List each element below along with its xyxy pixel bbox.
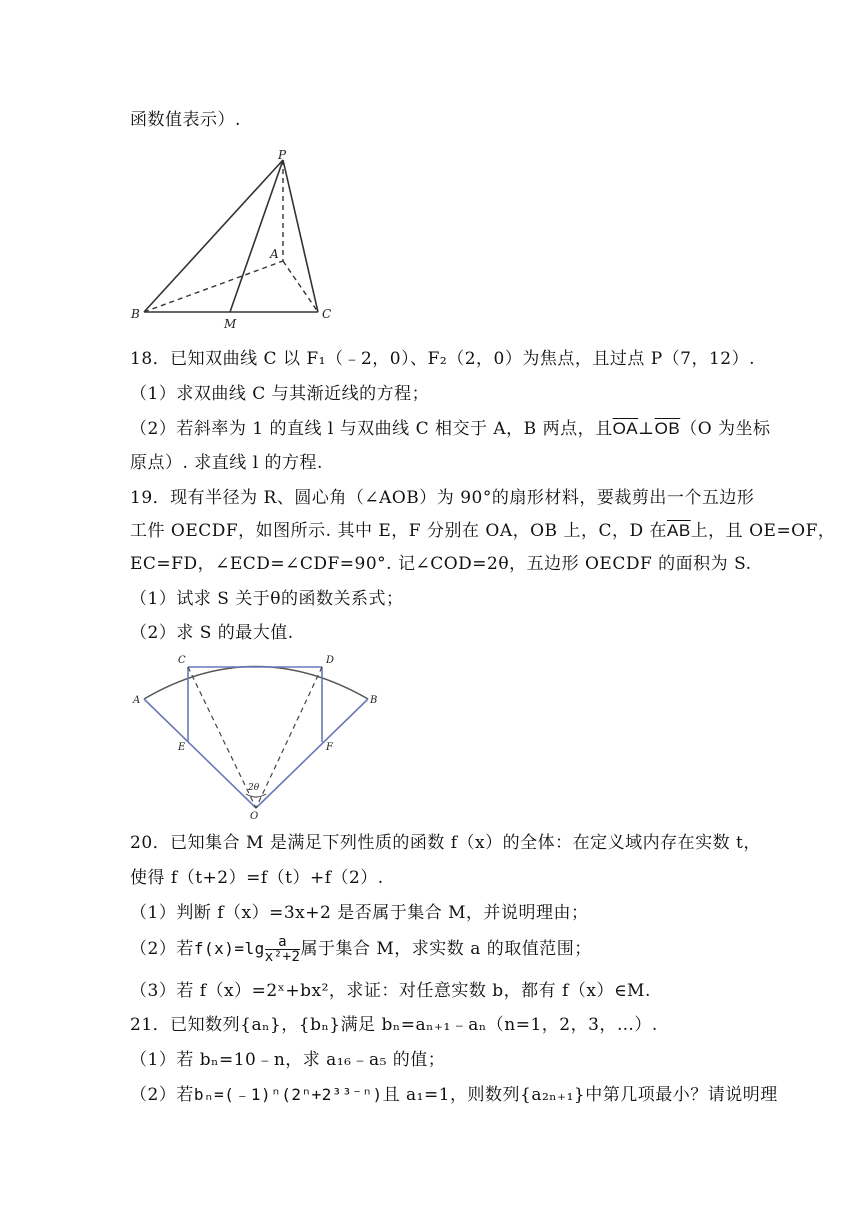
question-20: 20．已知集合 M 是满足下列性质的函数 f（x）的全体：在定义域内存在实数 t， xyxy=(130,833,761,853)
question-19-part2: （2）求 S 的最大值. xyxy=(130,623,294,643)
question-18-part2-cont: 原点）. 求直线 l 的方程. xyxy=(130,453,323,473)
question-21-part1: （1）若 bₙ=10﹣n，求 a₁₆﹣a₅ 的值； xyxy=(130,1050,446,1070)
sequence-expression: bₙ=(﹣1)ⁿ(2ⁿ+2³³⁻ⁿ) xyxy=(193,1085,383,1104)
label-F: F xyxy=(326,742,333,753)
function-expression: f(x)=lg xyxy=(193,939,265,958)
vector-ob: $\overline{OB}$ xyxy=(654,419,681,438)
label-C: C xyxy=(322,307,332,321)
label-B: B xyxy=(370,695,378,706)
question-21: 21．已知数列{aₙ}，{bₙ}满足 bₙ=aₙ₊₁﹣aₙ（n=1，2，3，…）. xyxy=(130,1015,658,1035)
question-20-part1: （1）判断 f（x）=3x+2 是否属于集合 M，并说明理由； xyxy=(130,903,589,923)
question-18: 18．已知双曲线 C 以 F₁（﹣2，0）、F₂（2，0）为焦点，且过点 P（7，12）. xyxy=(130,349,756,369)
vector-oa: $\overline{OA}$ xyxy=(612,419,639,438)
fraction: $\frac{a}{\text{x²+2}}$ xyxy=(264,934,301,965)
sector-figure xyxy=(130,648,380,824)
question-20-line2: 使得 f（t+2）=f（t）+f（2）. xyxy=(130,868,384,888)
label-A: A xyxy=(270,247,279,261)
question-18-part1: （1）求双曲线 C 与其渐近线的方程； xyxy=(130,384,430,404)
question-19-part1: （1）试求 S 关于θ的函数关系式； xyxy=(130,589,404,609)
label-B: B xyxy=(131,307,140,321)
label-E: E xyxy=(178,742,186,753)
label-angle: 2θ xyxy=(248,783,260,793)
arc-ab: $\overline{AB}$ xyxy=(667,521,691,540)
pyramid-figure xyxy=(130,148,340,334)
question-19-line2: 工件 OECDF，如图所示. 其中 E，F 分别在 OA，OB 上，C，D 在$\overline{AB}$上，且 OE=OF， xyxy=(130,521,836,541)
line-continuation: 函数值表示）. xyxy=(130,110,241,130)
question-21-part2: （2）若bₙ=(﹣1)ⁿ(2ⁿ+2³³⁻ⁿ)且 a₁=1，则数列{a₂ₙ₊₁}中第几项最小？请说明理 xyxy=(130,1085,778,1105)
question-20-part3: （3）若 f（x）=2ˣ+bx²，求证：对任意实数 b，都有 f（x）∈M. xyxy=(130,981,651,1001)
question-19-line3: EC=FD，∠ECD=∠CDF=90°. 记∠COD=2θ，五边形 OECDF 的面积为 S. xyxy=(130,554,752,574)
question-20-part2: （2）若f(x)=lg $\frac{a}{\text{x²+2}}$ 属于集合 M，求实数 a 的取值范围； xyxy=(130,934,592,965)
label-O: O xyxy=(250,811,259,820)
question-18-part2: （2）若斜率为 1 的直线 l 与双曲线 C 相交于 A，B 两点，且$\overline{OA}\perp\overline{OB}(O$ 为坐标 xyxy=(130,419,771,439)
question-19: 19．现有半径为 R、圆心角（∠AOB）为 90°的扇形材料，要裁剪出一个五边形 xyxy=(130,488,755,508)
label-M: M xyxy=(224,317,237,330)
label-D: D xyxy=(326,655,335,666)
label-A: A xyxy=(133,695,141,706)
label-C: C xyxy=(178,655,186,666)
label-P: P xyxy=(278,148,287,162)
